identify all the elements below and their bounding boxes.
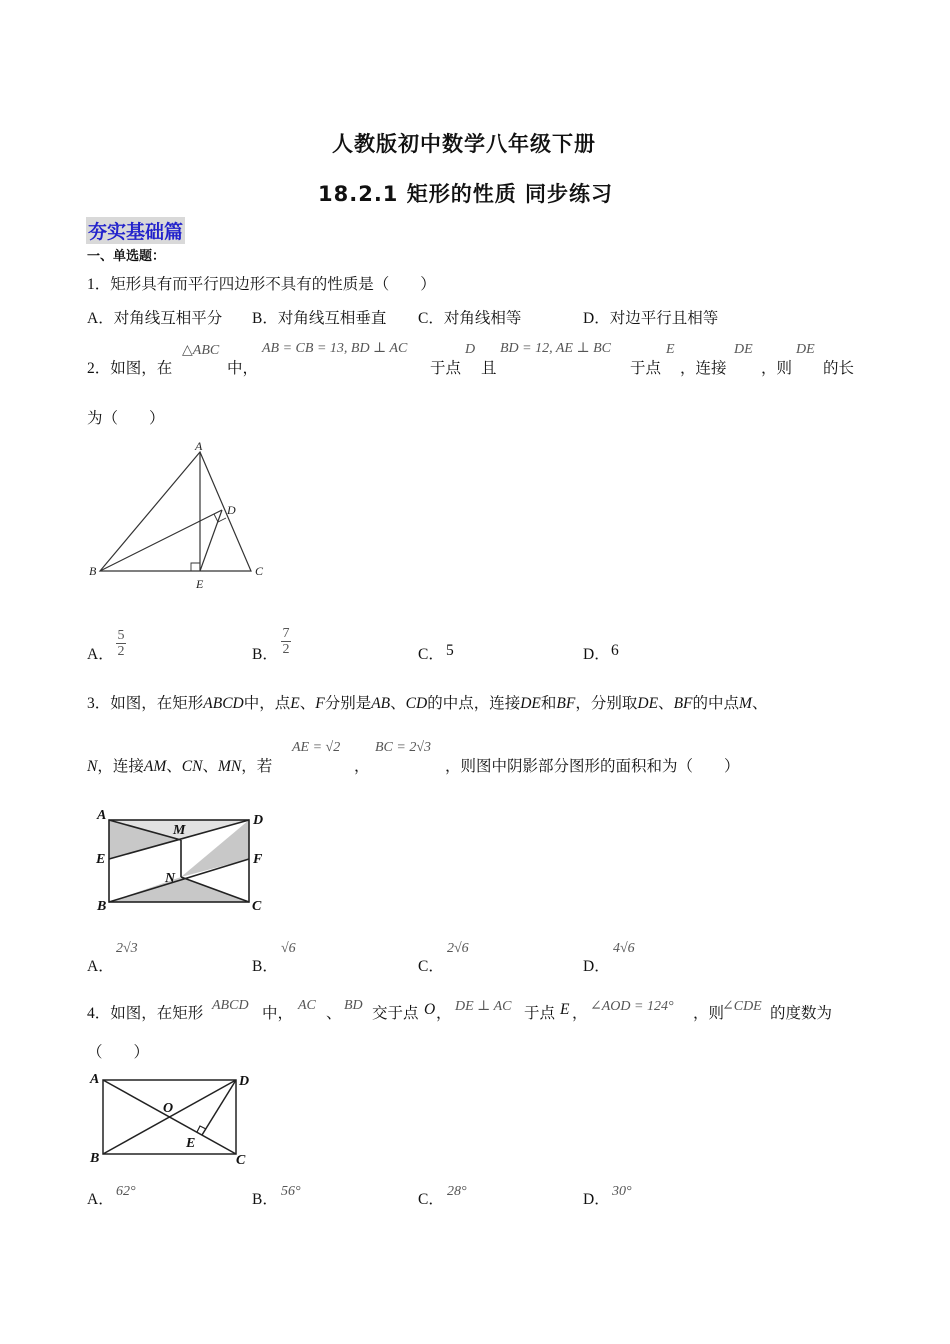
q4-text-4: 交于点 [372, 1005, 419, 1022]
section-heading: 夯实基础篇 [86, 217, 185, 244]
q2-text-6: ，连接 [680, 360, 727, 377]
q4-option-c-letter: C． [418, 1191, 444, 1208]
q3-line-1 [87, 691, 767, 713]
q3-l1-19: M [739, 695, 752, 712]
q3-figure [86, 800, 276, 916]
q3-l1-10: 的中点，连接 [427, 695, 521, 712]
q1-stem: 1．矩形具有而平行四边形不具有的性质是（ ） [87, 276, 436, 293]
q2-text-5: 于点 [630, 360, 662, 377]
q4-text-7: ， [572, 1005, 588, 1022]
q2-option-d-letter: D． [583, 646, 610, 663]
q3-label-b: B [97, 899, 107, 914]
q4-label-b: B [90, 1151, 100, 1166]
q3-condition-2: BC = 2√3 [375, 740, 432, 755]
q3-l2-am: AM [143, 758, 167, 775]
q3-l1-16: 、 [658, 695, 674, 712]
q3-l2-cn: CN [181, 758, 203, 775]
q3-label-a: A [97, 808, 107, 823]
q3-l1-14: ，分别取 [575, 695, 638, 712]
q2-label-c: C [255, 564, 264, 578]
q3-l1-8: 、 [390, 695, 406, 712]
q4-label-d: D [239, 1074, 250, 1089]
q2-text-7: ，则 [761, 360, 793, 377]
q4-text-8: ，则 [693, 1005, 725, 1022]
q4-text-10: （ ） [87, 1044, 150, 1061]
q2-triangle: △ABC [182, 343, 220, 358]
q2-option-c-letter: C． [418, 646, 444, 663]
subsection-heading: 一、单选题： [87, 249, 166, 264]
q4-text-5: ， [436, 1005, 452, 1022]
q3-option-c-letter: C． [418, 958, 444, 975]
q2-segment-de: DE [734, 342, 753, 357]
q3-label-e: E [96, 852, 106, 867]
q3-l1-1: ABCD [203, 695, 244, 712]
q2-option-a-letter: A． [87, 646, 114, 663]
q3-l1-13: BF [556, 695, 576, 712]
q3-comma: ， [354, 758, 370, 775]
q4-option-b-value: 56° [281, 1184, 301, 1199]
q2-option-b-letter: B． [252, 646, 278, 663]
q3-l1-6: 分别是 [324, 695, 372, 712]
q2-figure [86, 438, 276, 590]
q2-label-a: A [195, 439, 203, 453]
q4-condition: DE ⊥ AC [455, 999, 512, 1014]
q2-option-b-value [281, 626, 291, 657]
q2-point-e: E [666, 342, 675, 357]
q2-point-d: D [465, 342, 476, 357]
q4-rect: ABCD [212, 998, 249, 1013]
q3-l2-lianjie: ，连接 [97, 758, 144, 775]
q3-l1-0: 3．如图，在矩形 [87, 695, 204, 712]
q4-option-a-letter: A． [87, 1191, 114, 1208]
q4-point-e: E [560, 1001, 570, 1018]
q2-text-3: 于点 [430, 360, 462, 377]
q4-text-2: 中， [262, 1005, 294, 1022]
q3-l1-2: 中，点 [243, 695, 291, 712]
q4-figure [86, 1066, 261, 1170]
q3-l1-18: 的中点 [692, 695, 740, 712]
q3-label-n: N [165, 871, 176, 886]
q4-text-9: 的度数为 [770, 1005, 833, 1022]
q2-option-c-value: 5 [446, 642, 454, 659]
q4-option-b-letter: B． [252, 1191, 278, 1208]
q3-label-d: D [253, 813, 264, 828]
q3-l1-17: BF [673, 695, 693, 712]
q2-text-1: 2．如图，在 [87, 360, 173, 377]
q1-option-a: A．对角线互相平分 [87, 310, 223, 327]
q1-option-c: C．对角线相等 [418, 310, 522, 327]
q3-option-b-value: √6 [281, 941, 296, 956]
q2-text-2: 中， [227, 360, 259, 377]
q3-l1-20: 、 [751, 695, 768, 712]
q2-condition-2: BD = 12, AE ⊥ BC [500, 341, 612, 356]
q2-option-d-value: 6 [611, 642, 619, 659]
page-subtitle: 18.2.1 矩形的性质 同步练习 [318, 182, 614, 206]
q4-text-3: 、 [326, 1005, 342, 1022]
q4-ac: AC [298, 998, 316, 1013]
q3-line-2 [87, 754, 272, 776]
q3-option-a-letter: A． [87, 958, 114, 975]
q4-label-c: C [236, 1153, 246, 1168]
q3-l1-4: 、 [299, 695, 316, 712]
q2-option-a-numerator: 5 [117, 628, 125, 643]
q3-option-b-letter: B． [252, 958, 278, 975]
q3-l1-5: F [315, 695, 325, 712]
q2-right-angle-e [191, 563, 200, 571]
q3-l2-sep1: 、 [166, 758, 182, 775]
q2-condition-1: AB = CB = 13, BD ⊥ AC [262, 341, 408, 356]
q3-option-d-value: 4√6 [613, 941, 635, 956]
q3-l2-mn: MN [217, 758, 242, 775]
q2-option-b-numerator: 7 [282, 626, 290, 641]
q4-label-e: E [186, 1136, 196, 1151]
q2-label-b: B [89, 564, 97, 578]
q3-option-d-letter: D． [583, 958, 610, 975]
q3-option-c-value: 2√6 [447, 941, 469, 956]
q4-label-o: O [163, 1101, 174, 1116]
q3-label-f: F [253, 852, 263, 867]
q4-target: ∠CDE [722, 999, 762, 1014]
q2-label-e: E [196, 577, 204, 590]
q2-text-4: 且 [481, 360, 497, 377]
q4-option-c-value: 28° [447, 1184, 467, 1199]
q2-option-a-value [116, 628, 126, 659]
q3-l2-n: N [87, 758, 98, 775]
q4-bd: BD [344, 998, 363, 1013]
q4-option-d-value: 30° [612, 1184, 632, 1199]
q2-option-a-denominator: 2 [117, 644, 125, 659]
q3-l1-11: DE [520, 695, 541, 712]
q3-condition-1: AE = √2 [292, 740, 341, 755]
q3-label-c: C [252, 899, 262, 914]
q1-option-b: B．对角线互相垂直 [252, 310, 387, 327]
q4-label-a: A [90, 1072, 100, 1087]
q3-l1-7: AB [371, 695, 391, 712]
q3-l1-9: CD [405, 695, 428, 712]
q2-label-d: D [227, 503, 236, 517]
q3-label-m: M [173, 823, 186, 838]
q1-option-d: D．对边平行且相等 [583, 310, 719, 327]
q4-point-o: O [424, 1001, 436, 1018]
q4-option-d-letter: D． [583, 1191, 610, 1208]
q2-text-9: 为（ ） [87, 410, 165, 427]
q4-option-a-value: 62° [116, 1184, 136, 1199]
q4-text-1: 4．如图，在矩形 [87, 1005, 204, 1022]
q4-angle: ∠AOD = 124° [590, 999, 674, 1014]
q2-option-b-denominator: 2 [282, 642, 290, 657]
q3-l1-12: 和 [540, 695, 557, 712]
q3-l1-3: E [290, 695, 300, 712]
q2-segment-de-2: DE [796, 342, 815, 357]
q2-text-8: 的长 [823, 360, 855, 377]
q3-l2-sep2: 、 [202, 758, 218, 775]
page-title: 人教版初中数学八年级下册 [332, 132, 596, 156]
q3-l2-ruo: ，若 [241, 758, 273, 775]
q4-segment-de [202, 1080, 236, 1135]
q4-text-6: 于点 [524, 1005, 556, 1022]
q3-line-2-end: ，则图中阴影部分图形的面积和为（ ） [445, 758, 740, 775]
q3-option-a-value: 2√3 [116, 941, 138, 956]
q3-l1-15: DE [637, 695, 659, 712]
